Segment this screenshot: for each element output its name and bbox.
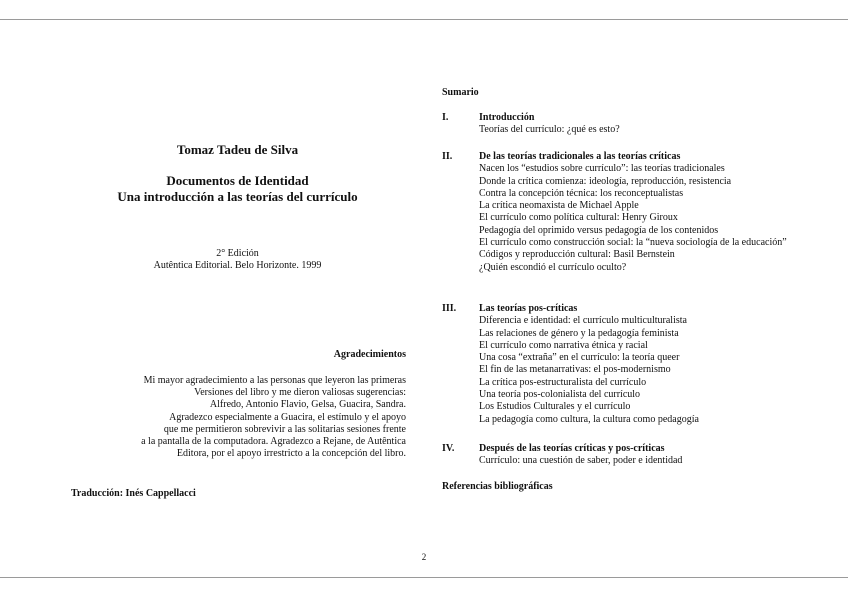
section-heading: Introducción — [479, 112, 535, 123]
toc-section-2 — [442, 151, 787, 274]
toc-section-3 — [442, 303, 787, 426]
edition-number: 2° Edición — [216, 248, 259, 259]
toc-item: El currículo como narrativa étnica y racial — [479, 339, 648, 351]
section-heading: De las teorías tradicionales a las teorías críticas — [479, 151, 681, 162]
toc-item: Currículo: una cuestión de saber, poder e identidad — [479, 455, 683, 467]
section-number: IV. — [442, 443, 455, 454]
acknowledgements-text — [60, 375, 406, 460]
references-heading: Referencias bibliográficas — [442, 481, 553, 492]
section-number: I. — [442, 112, 449, 123]
bottom-border — [0, 577, 848, 578]
toc-item: Una teoría pos-colonialista del currículo — [479, 389, 641, 401]
toc-item: Códigos y reproducción cultural: Basil Bernstein — [479, 249, 675, 261]
ack-line: que me permitieron sobrevivir a las solitarias sesiones frente — [163, 423, 406, 435]
ack-line: Versiones del libro y me dieron valiosas sugerencias: — [194, 387, 406, 399]
toc-item: Las relaciones de género y la pedagogía feminista — [479, 327, 679, 339]
toc-section-4 — [442, 443, 787, 468]
ack-line: Editora, por el apoyo irrestricto a la concepción del libro. — [176, 448, 406, 460]
toc-item: ¿Quién escondió el currículo oculto? — [479, 261, 627, 273]
toc-item: El currículo como política cultural: Henry Giroux — [479, 212, 678, 224]
toc-item: El currículo como construcción social: la “nueva sociología de la educación” — [479, 237, 787, 249]
toc-item: Nacen los “estudios sobre currículo”: las teorías tradicionales — [479, 163, 725, 175]
toc-item: Una cosa “extraña” en el currículo: la teoría queer — [479, 352, 680, 364]
book-title-line-1: Documentos de Identidad — [166, 173, 309, 188]
page-number: 2 — [421, 552, 427, 562]
edition-info — [60, 248, 415, 272]
book-title — [60, 173, 415, 205]
section-number: III. — [442, 303, 457, 314]
toc-item: El fin de las metanarrativas: el pos-modernismo — [479, 364, 671, 376]
section-number: II. — [442, 151, 453, 162]
toc-item: La crítica pos-estructuralista del currículo — [479, 376, 647, 388]
section-heading: Después de las teorías críticas y pos-críticas — [479, 443, 665, 454]
ack-line: Mi mayor agradecimiento a las personas que leyeron las primeras — [143, 375, 406, 386]
toc-item: La crítica neomaxista de Michael Apple — [479, 200, 639, 212]
ack-line: Agradezco especialmente a Guacira, el estímulo y el apoyo — [169, 411, 406, 423]
acknowledgements-heading: Agradecimientos — [333, 349, 406, 360]
toc-item: Los Estudios Culturales y el currículo — [479, 401, 631, 413]
section-heading: Las teorías pos-críticas — [479, 303, 578, 314]
toc-section-1 — [442, 112, 787, 137]
ack-line: Alfredo, Antonio Flavio, Gelsa, Guacira, Sandra. — [209, 399, 406, 411]
table-of-contents-title: Sumario — [442, 87, 479, 98]
ack-line: a la pantalla de la computadora. Agradezco a Rejane, de Autêntica — [141, 436, 406, 448]
top-border — [0, 19, 848, 20]
book-title-line-2: Una introducción a las teorías del currículo — [117, 189, 358, 204]
translation-credit: Traducción: Inés Cappellacci — [71, 488, 196, 499]
toc-item: Pedagogía del oprimido versus pedagogía de los contenidos — [479, 224, 719, 236]
publisher-info: Autêntica Editorial. Belo Horizonte. 1999 — [153, 260, 322, 271]
author-name: Tomaz Tadeu de Silva — [176, 142, 299, 157]
toc-item: Teorías del currículo: ¿qué es esto? — [479, 124, 620, 136]
toc-item: Diferencia e identidad: el currículo multiculturalista — [479, 315, 687, 327]
toc-item: Contra la concepción técnica: los reconceptualistas — [479, 187, 684, 199]
toc-item: Donde la crítica comienza: ideología, reproducción, resistencia — [479, 175, 732, 187]
toc-item: La pedagogía como cultura, la cultura como pedagogía — [479, 413, 699, 425]
